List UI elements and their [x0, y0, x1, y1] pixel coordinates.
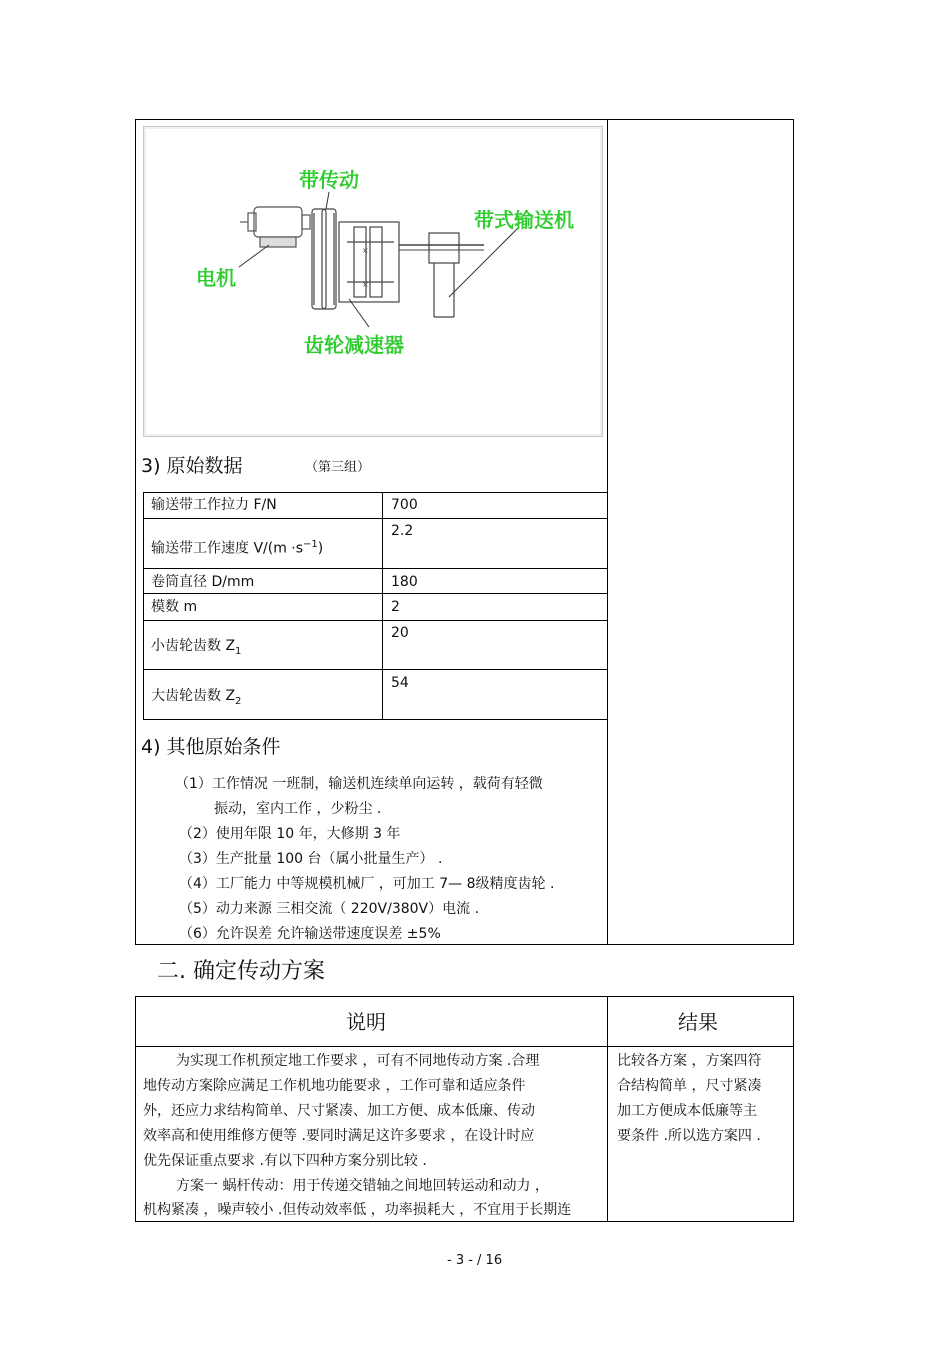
page-number: - 3 - / 16: [447, 1253, 503, 1268]
list-item: （5）动力来源 三相交流（ 220V/380V）电流 .: [179, 901, 480, 917]
list-item: 振动，室内工作 ，少粉尘 .: [214, 801, 382, 817]
list-item: （3）生产批量 100 台（属小批量生产） .: [179, 851, 443, 867]
result-line: 加工方便成本低廉等主: [617, 1103, 757, 1119]
frame-top: [135, 119, 794, 120]
table-row-value: 700: [391, 497, 418, 513]
table-row-label: 小齿轮齿数 $Z_1$: [151, 638, 242, 657]
explain-line: 效率高和使用维修方便等 .要同时满足这许多要求 ，在设计时应: [143, 1128, 535, 1144]
column-header-explain: 说明: [346, 1010, 386, 1034]
result-line: 比较各方案 ，方案四符: [617, 1053, 762, 1069]
explain-line: 外，还应力求结构简单、尺寸紧凑、加工方便、成本低廉、传动: [143, 1103, 535, 1119]
section3-group: （第三组）: [305, 460, 371, 475]
list-item: （2）使用年限 10 年，大修期 3 年: [179, 826, 401, 842]
label-motor: 电机: [196, 266, 236, 290]
table-row-value: 20: [391, 625, 409, 641]
explain-line: 方案一 蜗杆传动：用于传递交错轴之间地回转运动和动力 ，: [176, 1178, 549, 1194]
table-row-label: 输送带工作拉力 F/N: [151, 497, 277, 513]
label-gear-reducer: 齿轮减速器: [304, 333, 404, 357]
table-row-value: 2.2: [391, 523, 414, 539]
label-belt-drive: 带传动: [299, 168, 359, 192]
table-row-label: 模数 m: [151, 599, 198, 615]
list-item: （6）允许误差 允许输送带速度误差 ±5%: [179, 926, 441, 942]
gear-reducer-icon: [339, 222, 399, 302]
transmission-diagram: [143, 126, 603, 437]
table-row-label: 卷筒直径 D/mm: [151, 574, 255, 590]
table-row-value: 180: [391, 574, 418, 590]
section3-heading: 3) 原始数据: [141, 455, 243, 477]
table-row-label: 大齿轮齿数 $Z_2$: [151, 688, 242, 707]
svg-text:×: ×: [362, 280, 369, 289]
section4-heading: 4) 其他原始条件: [141, 736, 281, 758]
label-conveyor: 带式输送机: [474, 208, 574, 232]
explain-line: 优先保证重点要求 .有以下四种方案分别比较 .: [143, 1153, 427, 1169]
explain-line: 机构紧凑 ，噪声较小 .但传动效率低 ，功率损耗大 ，不宜用于长期连: [143, 1202, 572, 1218]
list-item: （1）工作情况 一班制，输送机连续单向运转 ，载荷有轻微: [175, 776, 543, 792]
table-row-value: 54: [391, 675, 409, 691]
result-line: 要条件 .所以选方案四 .: [617, 1128, 761, 1144]
column-header-result: 结果: [678, 1010, 718, 1034]
result-line: 合结构简单 ，尺寸紧凑: [617, 1078, 762, 1094]
table-row-value: 2: [391, 599, 400, 615]
explain-line: 地传动方案除应满足工作机地功能要求 ，工作可靠和适应条件: [143, 1078, 526, 1094]
frame-left: [135, 119, 136, 945]
table-row-label: 输送带工作速度 $V/(m \cdot s^{-1})$: [151, 539, 324, 557]
explain-line: 为实现工作机预定地工作要求 ，可有不同地传动方案 .合理: [176, 1053, 540, 1069]
belt-drive-icon: [312, 209, 336, 309]
frame-divider: [607, 119, 608, 945]
frame-bottom: [135, 944, 794, 945]
svg-text:×: ×: [362, 246, 369, 255]
motor-icon: [240, 207, 310, 247]
frame-right: [793, 119, 794, 945]
list-item: （4）工厂能力 中等规模机械厂 ，可加工 7— 8级精度齿轮 .: [179, 876, 555, 892]
section-two-heading: 二. 确定传动方案: [157, 959, 325, 984]
